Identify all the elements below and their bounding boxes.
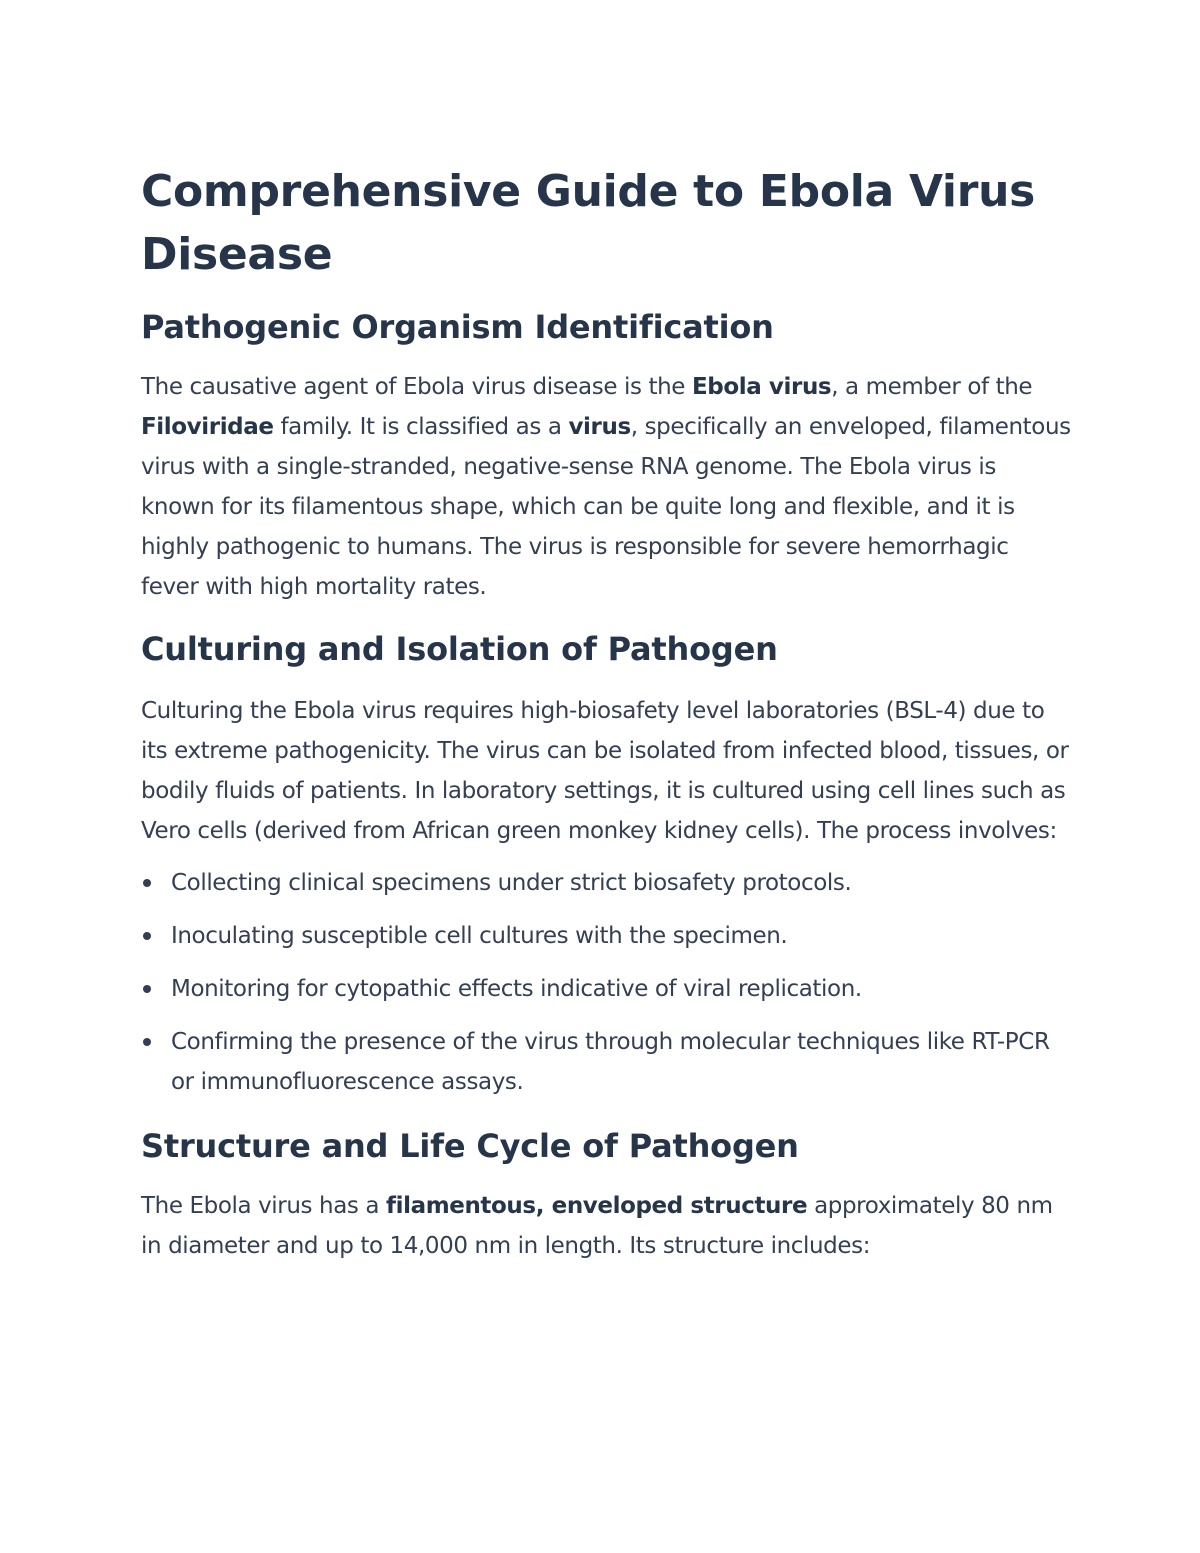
list-item-text: Inoculating susceptible cell cultures with the specimen. <box>171 923 788 949</box>
section-heading-identification: Pathogenic Organism Identification <box>141 308 774 346</box>
paragraph-text: , specifically an enveloped, filamentous virus with a single-stranded, negative-sense RNA genome. The Ebola virus is known for its filamentous shape, which can be quite long and flexible, and it is highly pathogenic to humans. The virus is responsible for severe hemorrhagic fever with high mortality rates. <box>141 414 1071 600</box>
section-paragraph-identification <box>141 367 1071 607</box>
list-item-text: Confirming the presence of the virus through molecular techniques like RT-PCR or immunofluorescence assays. <box>171 1029 1050 1095</box>
list-item <box>141 916 1071 956</box>
paragraph-text: approximately 80 nm in diameter and up to 14,000 nm in length. Its structure includes: <box>141 1193 1053 1259</box>
paragraph-text: , a member of the <box>831 374 1033 400</box>
list-item <box>141 969 1071 1009</box>
bullet-dot-icon <box>143 1038 151 1046</box>
bullet-dot-icon <box>143 879 151 887</box>
document-page <box>141 160 1071 1266</box>
list-item <box>141 863 1071 903</box>
list-item <box>141 1022 1071 1102</box>
bold-term-ebola-virus: Ebola virus <box>691 374 832 400</box>
section-paragraph-culturing: Culturing the Ebola virus requires high-biosafety level laboratories (BSL-4) due to its extreme pathogenicity. The virus can be isolated from infected blood, tissues, or bodily fluids of patients. In laboratory settings, it is cultured using cell lines such as Vero cells (derived from African green monkey kidney cells). The process involves: <box>141 698 1069 844</box>
list-item-text: Collecting clinical specimens under strict biosafety protocols. <box>171 870 852 896</box>
page-title: Comprehensive Guide to Ebola Virus Disease <box>141 166 1036 280</box>
culturing-steps-list <box>141 863 1071 1102</box>
bullet-dot-icon <box>143 932 151 940</box>
paragraph-text: The Ebola virus has a <box>141 1193 386 1219</box>
bold-term-structure: filamentous, enveloped structure <box>386 1193 808 1219</box>
list-item-text: Monitoring for cytopathic effects indicative of viral replication. <box>171 976 862 1002</box>
paragraph-text: The causative agent of Ebola virus disease is the <box>141 374 692 400</box>
paragraph-text: family. It is classified as a <box>273 414 569 440</box>
bold-term-virus: virus <box>568 414 631 440</box>
section-paragraph-structure <box>141 1186 1071 1266</box>
section-heading-culturing: Culturing and Isolation of Pathogen <box>141 630 778 668</box>
bold-term-filoviridae: Filoviridae <box>141 414 274 440</box>
bullet-dot-icon <box>143 985 151 993</box>
section-heading-structure: Structure and Life Cycle of Pathogen <box>141 1127 799 1165</box>
